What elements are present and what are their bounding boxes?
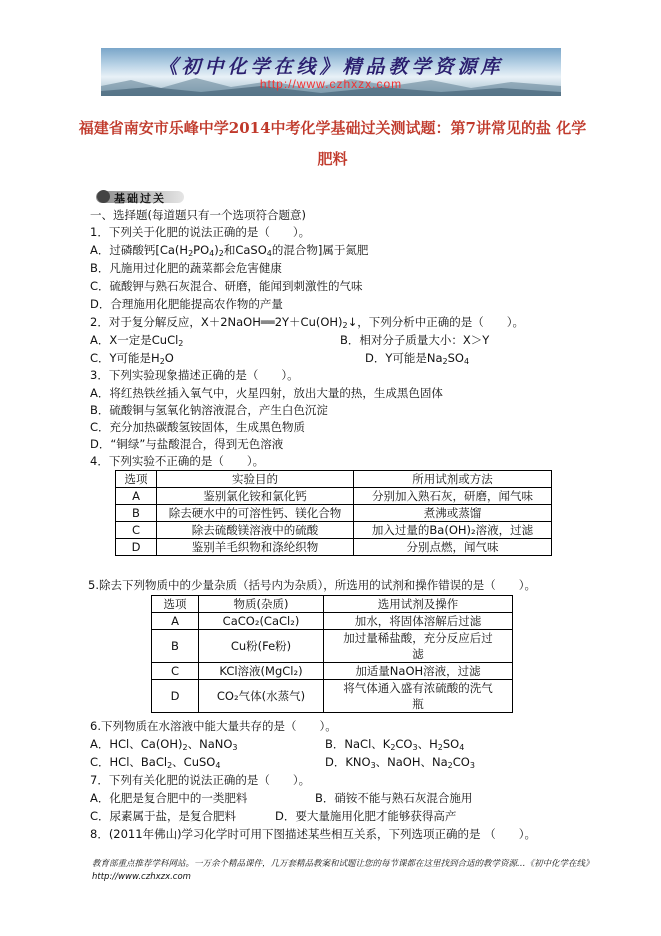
table-cell: CaCO₂(CaCl₂): [199, 613, 324, 630]
badge-label: 基础过关: [114, 192, 166, 205]
section-badge: [96, 190, 196, 204]
table-cell: 煮沸或蒸馏: [354, 505, 552, 522]
table-row: [116, 505, 552, 522]
table-cell: KCl溶液(MgCl₂): [199, 663, 324, 680]
table-cell: B: [116, 505, 157, 522]
q1-stem: 1．下列关于化肥的说法正确的是（ ）。: [90, 225, 311, 239]
table-cell: CO₂气体(水蒸气): [199, 680, 324, 713]
table-header-cell: 所用试剂或方法: [354, 471, 552, 488]
table-cell: 鉴别羊毛织物和涤纶织物: [157, 539, 354, 556]
page-footer: 教育部重点推荐学科网站。一万余个精品课件，几万套精品教案和试题让您的每节课都在这里找到合适的教学资源…《初中化学在线》http://www.czhxzx.com: [92, 859, 594, 882]
q6-option-d: D．$KNO_3$、NaOH、$Na_2CO_3$: [325, 755, 475, 770]
q1-option-c: C．硫酸钾与熟石灰混合、研磨，能闻到刺激性的气味: [90, 279, 363, 293]
table-cell: 加水，将固体溶解后过滤: [324, 613, 513, 630]
q1-option-d: D．合理施用化肥能提高农作物的产量: [90, 297, 283, 311]
q7-option-a: A．化肥是复合肥中的一类肥料: [90, 791, 248, 805]
document-title-line-1: 福建省南安市乐峰中学2014中考化学基础过关测试题：第7讲常见的盐 化学: [78, 119, 587, 137]
q2-option-c: C．Y可能是$H_2O$: [90, 351, 174, 366]
table-header-cell: 选用试剂及操作: [324, 596, 513, 613]
table-cell: 加入过量的Ba(OH)₂溶液，过滤: [354, 522, 552, 539]
q7-option-b: B．硝铵不能与熟石灰混合施用: [315, 791, 473, 805]
table-row: [152, 663, 513, 680]
table-cell: D: [116, 539, 157, 556]
table-row: [152, 680, 513, 713]
document-title-line-2: 肥料: [317, 150, 348, 168]
table-cell: C: [116, 522, 157, 539]
q2-option-b: B．相对分子质量大小：X＞Y: [340, 333, 490, 347]
q4-table: [115, 470, 552, 556]
banner-image: [101, 48, 561, 96]
table-row: [116, 539, 552, 556]
q7-stem: 7．下列有关化肥的说法正确的是（ ）。: [90, 773, 311, 787]
table-cell: 除去硫酸镁溶液中的硫酸: [157, 522, 354, 539]
table-cell: 加过量稀盐酸，充分反应后过滤: [324, 630, 513, 663]
table-header-row: [116, 471, 552, 488]
section-heading: 一、选择题(每道题只有一个选项符合题意): [90, 208, 306, 222]
table-cell: A: [116, 488, 157, 505]
q3-option-c: C．充分加热碳酸氢铵固体，生成黑色物质: [90, 420, 306, 434]
table-cell: 鉴别氯化铵和氯化钙: [157, 488, 354, 505]
q8-stem: 8．(2011年佛山)学习化学时可用下图描述某些相互关系，下列选项正确的是 （ ）。: [90, 827, 536, 841]
q6-option-b: B．NaCl、$K_2CO_3$、$H_2SO_4$: [325, 737, 465, 752]
table-header-cell: 物质(杂质): [199, 596, 324, 613]
table-cell: A: [152, 613, 199, 630]
table-cell: 将气体通入盛有浓硫酸的洗气瓶: [324, 680, 513, 713]
badge-dot-icon: [97, 190, 110, 203]
table-cell: 分别点燃，闻气味: [354, 539, 552, 556]
q6-option-c: C．HCl、BaCl$_2$、CuSO$_4$: [90, 755, 221, 770]
table-row: [152, 630, 513, 663]
q7-option-c: C．尿素属于盐，是复合肥料: [90, 809, 237, 823]
q3-stem: 3．下列实验现象描述正确的是（ ）。: [90, 368, 299, 382]
q2-option-d: D．Y可能是$Na_2SO_4$: [365, 351, 470, 366]
q5-table: [151, 595, 513, 713]
banner-url[interactable]: http://www.czhxzx.com: [259, 77, 403, 91]
table-header-row: [152, 596, 513, 613]
q2-stem: 2．对于复分解反应，$X+2NaOH══2Y+Cu(OH)_2↓$，下列分析中正确的是（ ）。: [90, 315, 525, 330]
table-cell: Cu粉(Fe粉): [199, 630, 324, 663]
q3-option-d: D．“铜绿”与盐酸混合，得到无色溶液: [90, 437, 284, 451]
q2-option-a: A．X一定是CuCl$_2$: [90, 333, 184, 348]
table-cell: D: [152, 680, 199, 713]
table-row: [116, 488, 552, 505]
table-row: [152, 613, 513, 630]
q3-option-b: B．硫酸铜与氢氧化钠溶液混合，产生白色沉淀: [90, 403, 328, 417]
table-header-cell: 选项: [116, 471, 157, 488]
q3-option-a: A．将红热铁丝插入氧气中，火星四射，放出大量的热，生成黑色固体: [90, 386, 443, 400]
q5-stem: 5.除去下列物质中的少量杂质（括号内为杂质），所选用的试剂和操作错误的是（ ）。: [88, 578, 536, 592]
table-cell: C: [152, 663, 199, 680]
q7-option-d: D．要大量施用化肥才能够获得高产: [275, 809, 457, 823]
table-cell: 分别加入熟石灰，研磨，闻气味: [354, 488, 552, 505]
table-header-cell: 选项: [152, 596, 199, 613]
q6-stem: 6.下列物质在水溶液中能大量共存的是（ ）。: [90, 719, 337, 733]
table-cell: B: [152, 630, 199, 663]
table-cell: 除去硬水中的可溶性钙、镁化合物: [157, 505, 354, 522]
q1-option-a: A．过磷酸钙[$Ca(H_2PO_4)_2$和CaSO$_4$的混合物]属于氮肥: [90, 243, 369, 258]
table-cell: 加适量NaOH溶液，过滤: [324, 663, 513, 680]
q6-option-a: A．HCl、$Ca(OH)_2$、NaNO$_3$: [90, 737, 238, 752]
table-row: [116, 522, 552, 539]
banner-title: 《初中化学在线》精品教学资源库: [158, 56, 504, 78]
table-header-cell: 实验目的: [157, 471, 354, 488]
q1-option-b: B．凡施用过化肥的蔬菜都会危害健康: [90, 261, 282, 275]
q4-stem: 4．下列实验不正确的是（ ）。: [90, 454, 265, 468]
